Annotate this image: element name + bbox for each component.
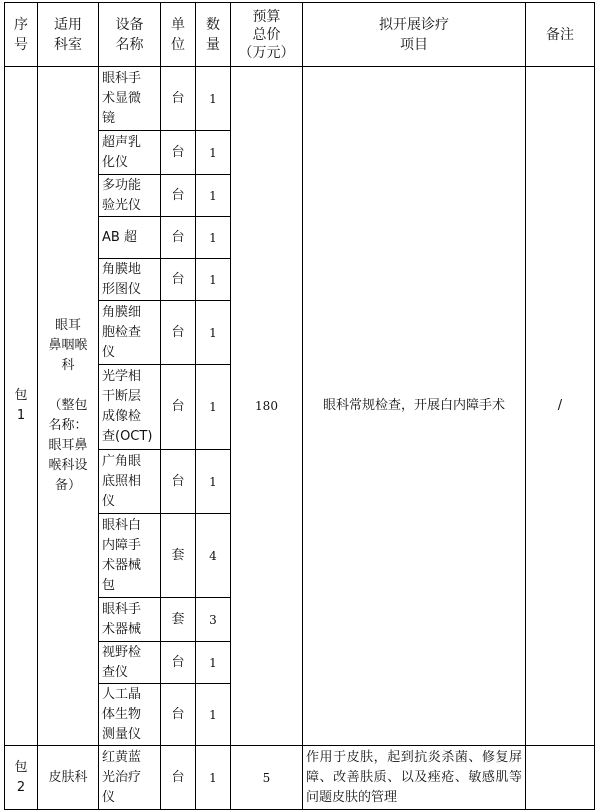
device-name: 角膜地 形图仪 (99, 259, 161, 301)
header-budget: 预算 总价 （万元） (231, 3, 303, 67)
device-qty: 1 (196, 259, 231, 301)
header-device: 设备 名称 (99, 3, 161, 67)
device-name: 角膜细 胞检查 仪 (99, 301, 161, 365)
device-unit: 台 (161, 642, 196, 684)
device-qty: 1 (196, 67, 231, 131)
pkg1-dept: 眼耳 鼻咽喉 科 （整包 名称： 眼耳鼻 喉科设 备） (38, 67, 99, 746)
pkg1-budget: 180 (231, 67, 303, 746)
device-unit: 套 (161, 514, 196, 598)
pkg1-project: 眼科常规检查，开展白内障手术 (303, 67, 526, 746)
header-row (5, 3, 595, 67)
device-name: 广角眼 底照相 仪 (99, 450, 161, 514)
pkg2-project: 作用于皮肤，起到抗炎杀菌、修复屏障、改善肤质、以及痤疮、敏感肌等问题皮肤的管理 (303, 746, 526, 810)
procurement-table-page (4, 2, 595, 810)
header-project: 拟开展诊疗 项目 (303, 3, 526, 67)
table-row (5, 746, 595, 810)
device-qty: 1 (196, 301, 231, 365)
device-unit: 台 (161, 175, 196, 217)
device-name: 眼科手 术器械 (99, 598, 161, 642)
device-qty: 1 (196, 450, 231, 514)
pkg2-unit: 台 (161, 746, 196, 810)
device-name: 视野检 查仪 (99, 642, 161, 684)
pkg2-seq: 包 2 (5, 746, 38, 810)
device-unit: 套 (161, 598, 196, 642)
device-name: 超声乳 化仪 (99, 131, 161, 175)
pkg2-remark (526, 746, 595, 810)
device-qty: 1 (196, 131, 231, 175)
device-qty: 1 (196, 684, 231, 746)
table-row (5, 67, 595, 131)
device-qty: 1 (196, 217, 231, 259)
device-qty: 1 (196, 642, 231, 684)
equipment-table (4, 2, 595, 810)
device-name: 眼科手 术显微 镜 (99, 67, 161, 131)
header-remark: 备注 (526, 3, 595, 67)
device-qty: 1 (196, 175, 231, 217)
device-qty: 1 (196, 365, 231, 450)
header-dept: 适用 科室 (38, 3, 99, 67)
device-name: 光学相 干断层 成像检 查(OCT) (99, 365, 161, 450)
pkg1-remark: / (526, 67, 595, 746)
device-unit: 台 (161, 259, 196, 301)
device-unit: 台 (161, 684, 196, 746)
pkg1-seq: 包 1 (5, 67, 38, 746)
device-unit: 台 (161, 301, 196, 365)
header-seq: 序 号 (5, 3, 38, 67)
header-unit: 单 位 (161, 3, 196, 67)
device-unit: 台 (161, 217, 196, 259)
device-unit: 台 (161, 365, 196, 450)
header-qty: 数 量 (196, 3, 231, 67)
pkg2-qty: 1 (196, 746, 231, 810)
device-name: 眼科白 内障手 术器械 包 (99, 514, 161, 598)
device-name: 多功能 验光仪 (99, 175, 161, 217)
device-name: AB 超 (99, 217, 161, 259)
pkg2-device-name: 红黄蓝 光治疗 仪 (99, 746, 161, 810)
pkg2-dept: 皮肤科 (38, 746, 99, 810)
pkg2-budget: 5 (231, 746, 303, 810)
device-name: 人工晶 体生物 测量仪 (99, 684, 161, 746)
device-unit: 台 (161, 131, 196, 175)
device-unit: 台 (161, 450, 196, 514)
device-unit: 台 (161, 67, 196, 131)
device-qty: 3 (196, 598, 231, 642)
device-qty: 4 (196, 514, 231, 598)
